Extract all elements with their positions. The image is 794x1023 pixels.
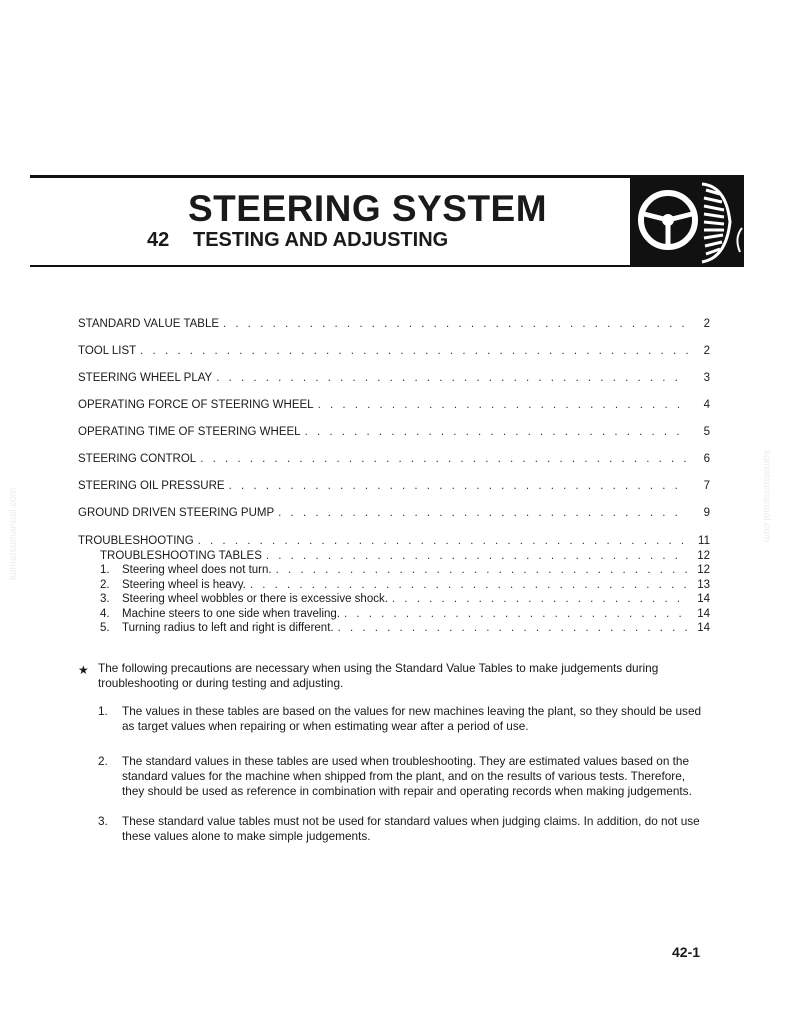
toc-page: 2	[703, 318, 710, 330]
star-icon: ★	[78, 663, 89, 677]
toc-page: 14	[697, 593, 710, 605]
toc-item-number: 3.	[100, 593, 110, 605]
precautions-intro: The following precautions are necessary when using the Standard Value Tables to make judgements during troubleshooting or during testing and adjusting.	[98, 661, 659, 690]
toc-entry	[78, 507, 710, 520]
toc-entry-troubleshooting-tables	[78, 549, 710, 564]
toc-label: TROUBLESHOOTING TABLES	[100, 549, 262, 562]
toc-leader	[344, 607, 688, 622]
toc-entry	[78, 453, 710, 466]
toc-leader	[338, 621, 688, 636]
toc-leader	[229, 480, 688, 493]
toc-label	[78, 607, 340, 622]
toc-leader	[200, 453, 688, 466]
toc-leader	[250, 578, 688, 593]
toc-leader	[318, 399, 688, 412]
toc-item-number: 2.	[100, 578, 110, 591]
toc-entry-troubleshooting	[78, 534, 710, 549]
toc-leader	[392, 592, 688, 607]
toc-entry	[78, 399, 710, 412]
toc-entry	[78, 372, 710, 385]
toc-label: OPERATING TIME OF STEERING WHEEL	[78, 426, 301, 438]
toc-item-text: Steering wheel wobbles or there is excessive shock.	[122, 593, 388, 605]
precaution-number: 3.	[98, 814, 108, 828]
toc-entry-item	[78, 607, 710, 622]
page-number: 42-1	[672, 944, 701, 960]
precaution-item	[98, 754, 710, 799]
toc-label	[78, 578, 246, 593]
toc-page: 2	[703, 345, 710, 357]
toc-page: 5	[703, 426, 710, 438]
toc-item-number: 5.	[100, 622, 110, 634]
toc-label: STEERING CONTROL	[78, 453, 197, 465]
table-of-contents	[78, 318, 710, 636]
toc-label: GROUND DRIVEN STEERING PUMP	[78, 507, 275, 519]
steering-wheel-and-tire-icon	[630, 178, 744, 265]
toc-entry-item	[78, 592, 710, 607]
precaution-number: 1.	[98, 704, 108, 718]
watermark-right: komatsumanual.com	[761, 450, 772, 543]
toc-item-text: Steering wheel does not turn.	[122, 564, 272, 576]
page-subtitle: TESTING AND ADJUSTING	[193, 229, 449, 251]
watermark-left: komatsumanual.com	[8, 487, 19, 580]
toc-page: 6	[703, 453, 710, 465]
toc-item-number: 1.	[100, 564, 110, 576]
toc-label	[78, 592, 388, 607]
toc-page: 14	[697, 607, 710, 620]
toc-page: 7	[703, 480, 710, 492]
toc-label: OPERATING FORCE OF STEERING WHEEL	[78, 399, 314, 411]
toc-label	[78, 621, 334, 636]
toc-label: TOOL LIST	[78, 345, 137, 357]
toc-item-text: Machine steers to one side when traveling.	[122, 607, 340, 620]
precaution-text: The values in these tables are based on the values for new machines leaving the plant, so they should be used as target values when repairing or when estimating wear after a period of use.	[122, 704, 702, 733]
toc-leader	[305, 426, 688, 439]
toc-page: 13	[697, 578, 710, 591]
toc-label: TROUBLESHOOTING	[78, 535, 194, 547]
toc-page: 9	[703, 507, 710, 519]
precaution-item	[98, 814, 710, 844]
toc-page: 14	[697, 622, 710, 634]
toc-label: STEERING OIL PRESSURE	[78, 480, 225, 492]
toc-leader	[216, 372, 688, 385]
toc-entry	[78, 426, 710, 439]
toc-leader	[266, 549, 688, 564]
precaution-text: These standard value tables must not be used for standard values when judging claims. In addition, do not use these values alone to make simple judgements.	[122, 814, 700, 843]
toc-page: 12	[697, 549, 710, 562]
toc-page: 4	[703, 399, 710, 411]
section-number: 42	[147, 229, 170, 251]
toc-leader	[198, 534, 688, 549]
toc-entry-item	[78, 621, 710, 636]
header-bottom-rule	[30, 265, 744, 267]
toc-leader	[223, 318, 688, 331]
toc-page: 11	[698, 535, 710, 547]
toc-leader	[276, 563, 688, 578]
toc-entry-item	[78, 563, 710, 578]
toc-leader	[278, 507, 688, 520]
toc-item-text: Turning radius to left and right is different.	[122, 622, 334, 634]
toc-leader	[140, 345, 688, 358]
page-title: STEERING SYSTEM	[188, 188, 548, 229]
toc-entry-item	[78, 578, 710, 593]
precaution-item	[98, 704, 710, 734]
toc-label: STEERING WHEEL PLAY	[78, 372, 213, 384]
toc-page: 12	[697, 564, 710, 576]
toc-label: STANDARD VALUE TABLE	[78, 318, 220, 330]
toc-page: 3	[703, 372, 710, 384]
precaution-number: 2.	[98, 754, 108, 768]
toc-item-number: 4.	[100, 607, 110, 620]
toc-entry	[78, 318, 710, 331]
precaution-text: The standard values in these tables are used when troubleshooting. They are estimated values based on the standard values for the machine when shipped from the plant, and on the results of various tests. Therefore, they should be used as reference in combination with repair and operating records when making judgements.	[122, 754, 692, 798]
toc-label	[78, 563, 272, 578]
toc-entry	[78, 480, 710, 493]
toc-item-text: Steering wheel is heavy.	[122, 578, 246, 591]
toc-entry	[78, 345, 710, 358]
